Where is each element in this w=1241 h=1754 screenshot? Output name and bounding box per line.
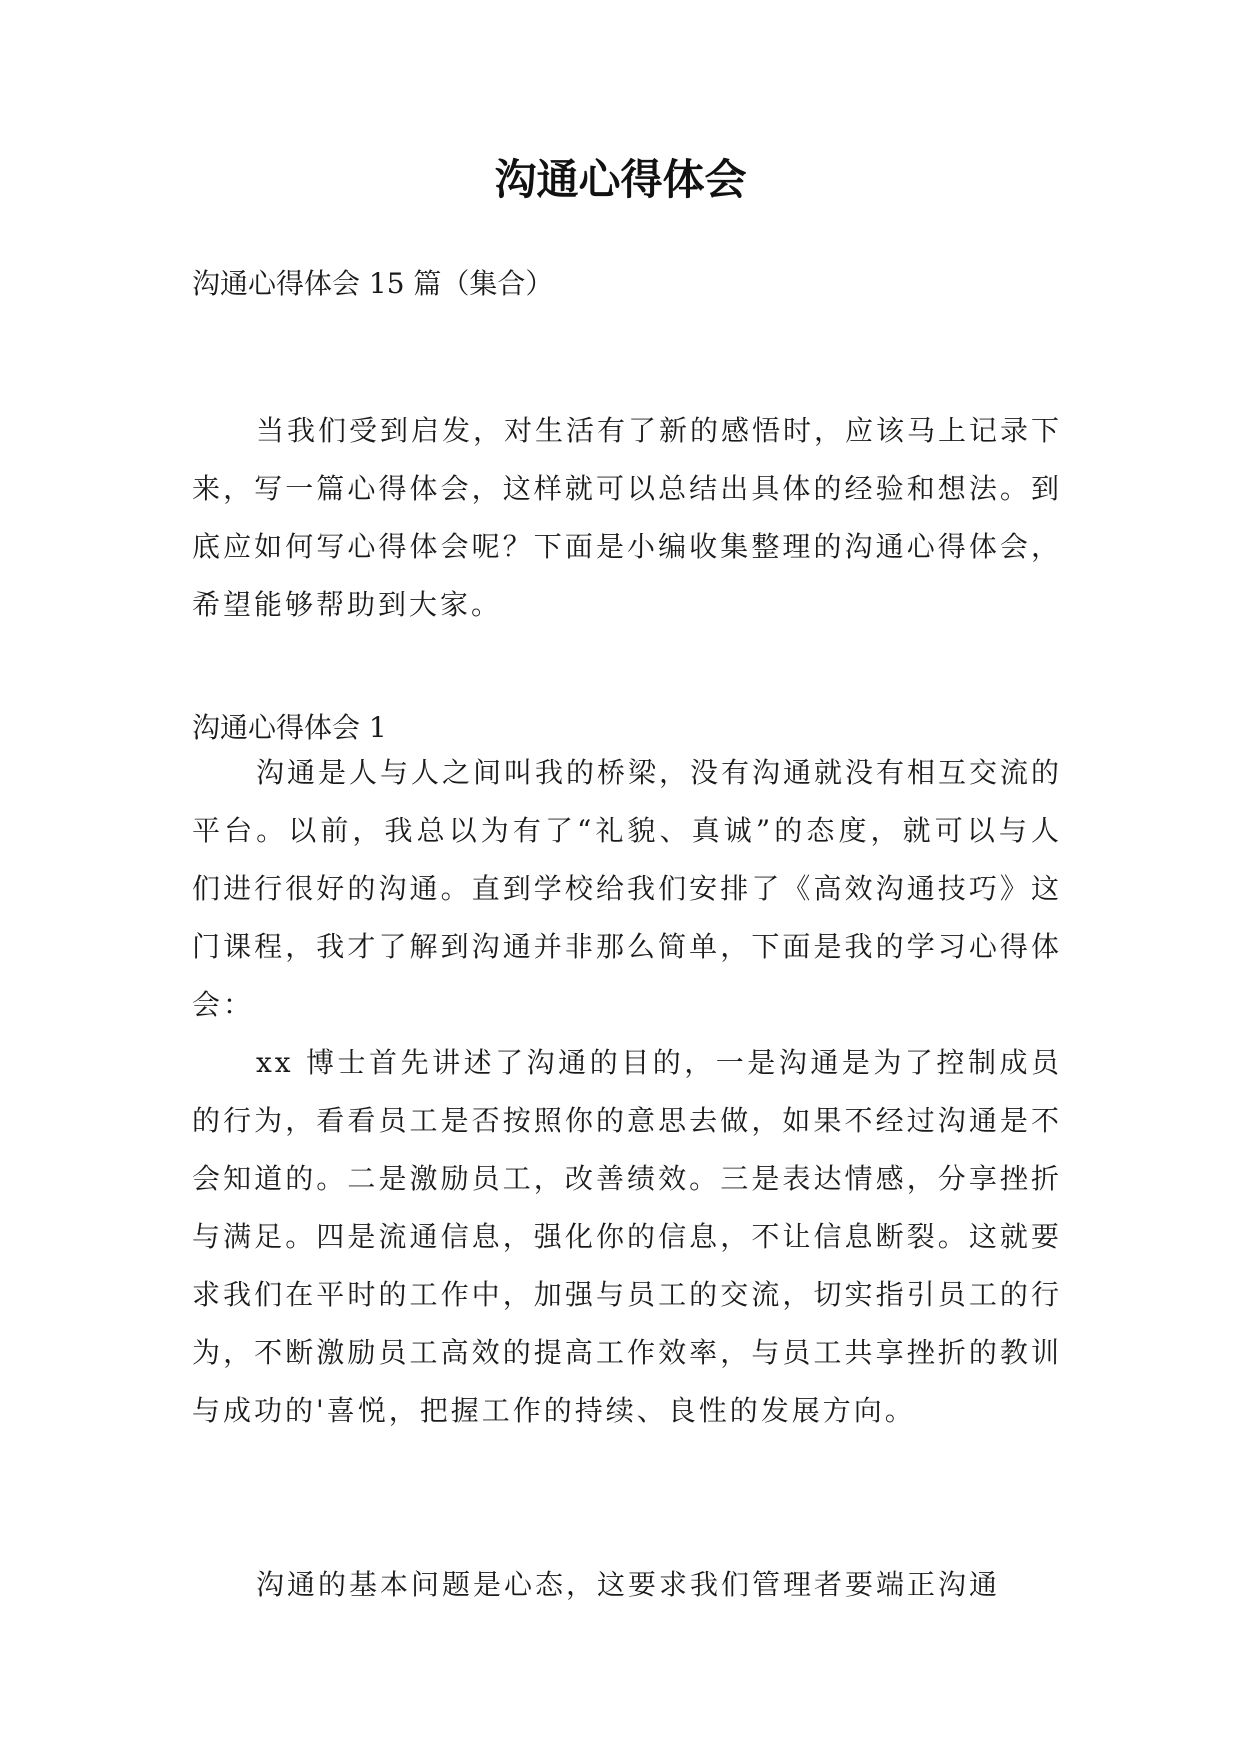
body-paragraph: xx 博士首先讲述了沟通的目的，一是沟通是为了控制成员的行为，看看员工是否按照你的意思去做，如果不经过沟通是不会知道的。二是激励员工，改善绩效。三是表达情感，分享挫折与满足。四是流通信息，强化你的信息，不让信息断裂。这就要求我们在平时的工作中，加强与员工的交流，切实指引员工的行为，不断激励员工高效的提高工作效率，与员工共享挫折的教训与成功的'喜悦，把握工作的持续、良性的发展方向。: [192, 1046, 1062, 1427]
body-paragraph: 沟通是人与人之间叫我的桥梁，没有沟通就没有相互交流的平台。以前，我总以为有了“礼貌、真诚”的态度，就可以与人们进行很好的沟通。直到学校给我们安排了《高效沟通技巧》这门课程，我才了解到沟通并非那么简单，下面是我的学习心得体会：: [192, 756, 1063, 1021]
intro-paragraph: 当我们受到启发，对生活有了新的感悟时，应该马上记录下来，写一篇心得体会，这样就可以总结出具体的经验和想法。到底应如何写心得体会呢？下面是小编收集整理的沟通心得体会，希望能够帮助到大家。: [192, 414, 1063, 621]
document-title: 沟通心得体会: [494, 155, 747, 204]
section-heading: 沟通心得体会 1: [192, 711, 387, 744]
body-paragraph: 沟通的基本问题是心态，这要求我们管理者要端正沟通: [256, 1568, 1001, 1601]
document-subtitle: 沟通心得体会 15 篇（集合）: [192, 267, 554, 300]
